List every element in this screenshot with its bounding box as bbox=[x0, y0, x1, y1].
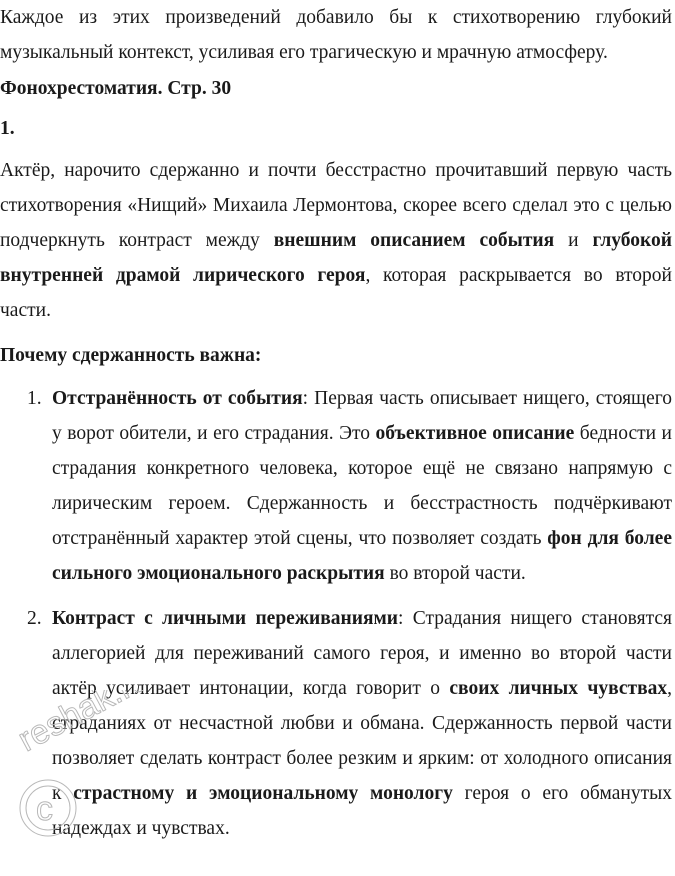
list-item-text-1: : Первая часть описывает нищего, стоящего у ворот обители, и его страдания. Это bbox=[52, 388, 672, 444]
answer-bold-2: глубокой внутренней драмой лирического героя bbox=[0, 230, 673, 286]
answer-text-1: Актёр, нарочито сдержанно и почти бесстрастно прочитавший первую часть стихотворения «Нищий» Михаила Лермонтова, скорее всего сделал это с целью подчеркнуть контраст между bbox=[0, 160, 672, 251]
list-item-title: Контраст с личными переживаниями bbox=[52, 608, 399, 629]
intro-paragraph bbox=[0, 0, 672, 70]
list-item-text-2: , страданиях от несчастной любви и обмана. Сдержанность первой части позволяет сделать контраст более резким и ярким: от холодного описания к bbox=[52, 678, 672, 804]
subheading: Почему сдержанность важна: bbox=[0, 345, 262, 366]
list-item-bold-2: страстному и эмоциональному монологу bbox=[73, 783, 453, 804]
list-item-bold-1: объективное описание bbox=[375, 423, 575, 444]
section-heading: Фонохрестоматия. Стр. 30 bbox=[0, 78, 232, 99]
list-item bbox=[0, 381, 672, 591]
list-item-text bbox=[52, 601, 672, 846]
list-number: 1. bbox=[27, 388, 42, 409]
list-item-text-1: : Страдания нищего становятся аллегорией для переживаний самого героя, и именно во второй части актёр усиливает интонации, когда говорит о bbox=[52, 608, 672, 699]
list-item-text-2: бедности и страдания конкретного человека, которое ещё не связано напрямую с лирическим героем. Сдержанность и бесстрастность подчёркивают отстранённый характер этой сцены, что позволяет создать bbox=[52, 423, 672, 549]
list-item-bold-1: своих личных чувствах bbox=[449, 678, 668, 699]
answer-text-3: , которая раскрывается во второй части. bbox=[0, 265, 672, 321]
list-item bbox=[0, 601, 672, 846]
answer-text-2: и bbox=[554, 230, 593, 251]
svg-text:c: c bbox=[36, 790, 53, 828]
list-item-text bbox=[52, 381, 672, 591]
watermark-text: reshak.ru bbox=[11, 690, 155, 760]
list-item-text-3: героя о его обманутых надеждах и чувствах. bbox=[52, 783, 672, 839]
answer-bold-1: внешним описанием события bbox=[273, 230, 555, 251]
list-number: 2. bbox=[27, 608, 42, 629]
reasons-list bbox=[0, 381, 672, 846]
answer-paragraph bbox=[0, 153, 672, 328]
list-item-text-3: во второй части. bbox=[384, 563, 526, 584]
intro-text: Каждое из этих произведений добавило бы к стихотворению глубокий музыкальный контекст, усиливая его трагическую и мрачную атмосферу. bbox=[0, 7, 672, 63]
list-item-title: Отстранённость от события bbox=[52, 388, 303, 409]
list-item-bold-2: фон для более сильного эмоционального раскрытия bbox=[52, 528, 672, 584]
question-number: 1. bbox=[0, 118, 15, 139]
